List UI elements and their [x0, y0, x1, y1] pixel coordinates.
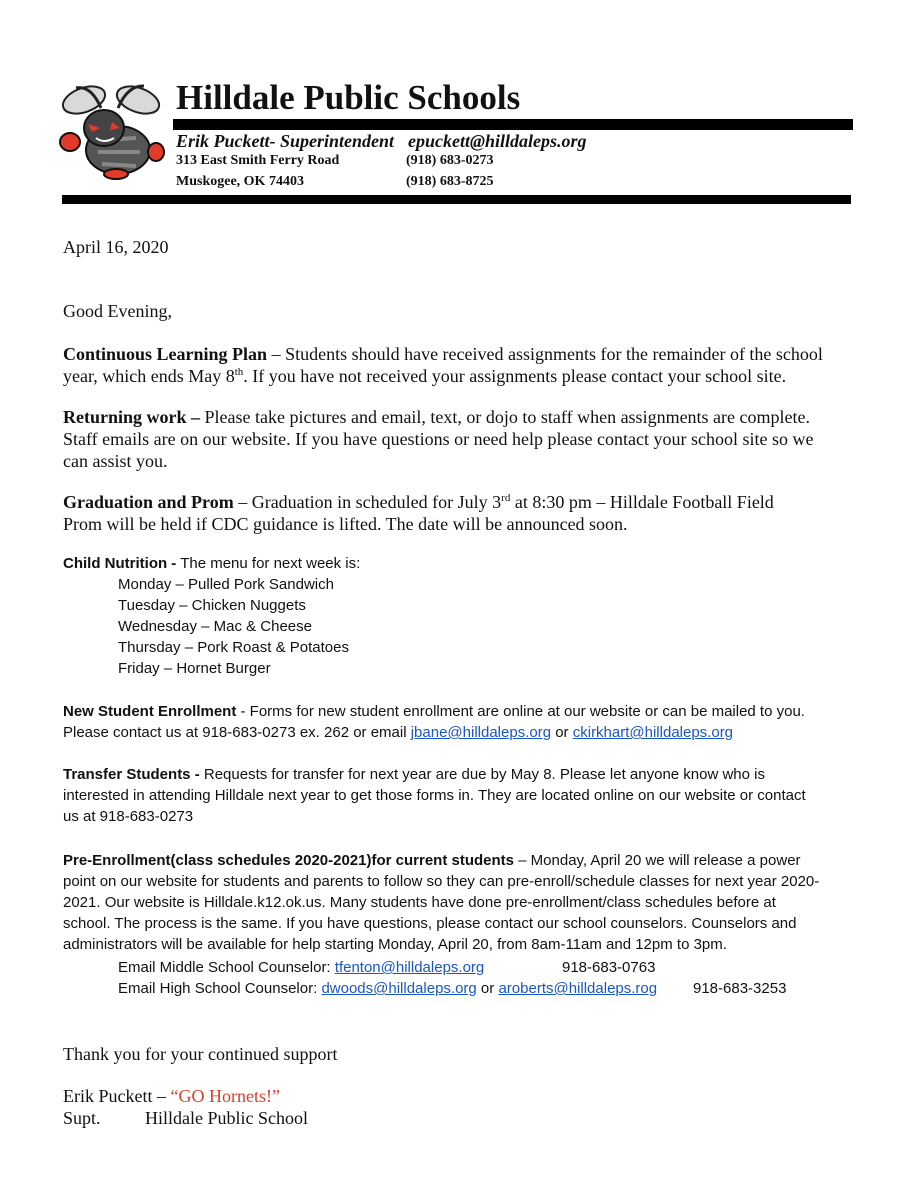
- signature-line: [63, 1085, 280, 1107]
- preenroll-line-5: administrators will be available for help starting Monday, April 20, from 8am-11am and 12pm to 3pm.: [63, 936, 727, 953]
- thanks-line: Thank you for your continued support: [63, 1044, 338, 1064]
- nutrition-intro: The menu for next week is:: [176, 555, 361, 572]
- letter-date: April 16, 2020: [63, 237, 169, 257]
- menu-item: Monday – Pulled Pork Sandwich: [118, 576, 334, 593]
- continuous-sup: th: [234, 366, 244, 378]
- continuous-line-1: [63, 343, 823, 365]
- hs-counselor-label: Email High School Counselor:: [118, 980, 322, 997]
- transfer-text-1: Requests for transfer for next year are due by May 8. Please let anyone know who is: [199, 766, 765, 783]
- returning-line-2: Staff emails are on our website. If you have questions or need help please contact your school site so we: [63, 429, 814, 449]
- phone-2: (918) 683-8725: [406, 174, 494, 189]
- menu-item: Thursday – Pork Roast & Potatoes: [118, 639, 349, 656]
- slogan: “GO Hornets!”: [170, 1086, 280, 1106]
- continuous-heading: Continuous Learning Plan: [63, 344, 268, 364]
- header-rule-top: [173, 119, 853, 130]
- graduation-line-2: Prom will be held if CDC guidance is lifted. The date will be announced soon.: [63, 514, 628, 534]
- ckirkhart-email-link[interactable]: ckirkhart@hilldaleps.org: [572, 724, 734, 741]
- tfenton-email-link[interactable]: tfenton@hilldaleps.org: [334, 959, 485, 976]
- continuous-line-2: [63, 365, 786, 387]
- returning-line-3: can assist you.: [63, 451, 168, 471]
- phone-1: (918) 683-0273: [406, 153, 494, 168]
- ms-counselor-label: Email Middle School Counselor:: [118, 959, 335, 976]
- ms-counselor-phone: 918-683-0763: [562, 959, 656, 976]
- superintendent-name: Erik Puckett- Superintendent: [176, 131, 395, 151]
- preenroll-line-1: [63, 850, 801, 871]
- graduation-text-1b: at 8:30 pm – Hilldale Football Field: [510, 492, 774, 512]
- dwoods-email-link[interactable]: dwoods@hilldaleps.org: [321, 980, 477, 997]
- enrollment-line-2: [63, 722, 733, 743]
- menu-item: Friday – Hornet Burger: [118, 660, 271, 677]
- continuous-text-2a: year, which ends May 8: [63, 366, 235, 386]
- signer-title: Supt.: [63, 1108, 101, 1128]
- header-rule-bottom: [62, 195, 851, 204]
- returning-line-1: [63, 406, 810, 428]
- continuous-text-2b: . If you have not received your assignments please contact your school site.: [243, 366, 787, 386]
- ms-counselor-line: [118, 957, 484, 978]
- greeting: Good Evening,: [63, 301, 172, 321]
- address-line-1: 313 East Smith Ferry Road: [176, 153, 340, 168]
- enrollment-or: or: [551, 724, 573, 741]
- enrollment-text-1: - Forms for new student enrollment are online at our website or can be mailed to you.: [236, 703, 805, 720]
- returning-heading: Returning work –: [63, 407, 201, 427]
- menu-item: Tuesday – Chicken Nuggets: [118, 597, 306, 614]
- jbane-email-link[interactable]: jbane@hilldaleps.org: [410, 724, 552, 741]
- enrollment-line-1: [63, 701, 805, 722]
- nutrition-line: [63, 553, 360, 574]
- returning-text-1: Please take pictures and email, text, or dojo to staff when assignments are complete.: [200, 407, 811, 427]
- enrollment-text-2: Please contact us at 918-683-0273 ex. 262 or email: [63, 724, 411, 741]
- hs-counselor-phone: 918-683-3253: [693, 980, 787, 997]
- preenroll-line-2: point on our website for students and parents to follow so they can pre-enroll/schedule classes for next year 2020-: [63, 873, 820, 890]
- address-line-2: Muskogee, OK 74403: [176, 174, 304, 189]
- signer-name: Erik Puckett –: [63, 1086, 171, 1106]
- enrollment-heading: New Student Enrollment: [63, 703, 237, 720]
- hs-or: or: [476, 980, 499, 997]
- graduation-text-1a: – Graduation in scheduled for July 3: [233, 492, 502, 512]
- nutrition-heading: Child Nutrition -: [63, 555, 177, 572]
- transfer-line-2: interested in attending Hilldale next year to get those forms in. They are located online on our website or contact: [63, 787, 806, 804]
- graduation-sup: rd: [501, 492, 511, 504]
- superintendent-email: epuckett@hilldaleps.org: [408, 131, 587, 151]
- org-name: Hilldale Public Schools: [176, 78, 521, 117]
- transfer-line-1: [63, 764, 765, 785]
- preenroll-line-4: school. The process is the same. If you have questions, please contact our school counselors. Counselors and: [63, 915, 797, 932]
- hornet-mascot-icon: [56, 80, 166, 180]
- hs-counselor-line: [118, 978, 657, 999]
- preenroll-text-1: – Monday, April 20 we will release a power: [514, 852, 801, 869]
- transfer-line-3: us at 918-683-0273: [63, 808, 194, 825]
- preenroll-heading: Pre-Enrollment(class schedules 2020-2021)for current students: [63, 852, 514, 869]
- continuous-text-1: – Students should have received assignments for the remainder of the school: [267, 344, 823, 364]
- transfer-heading: Transfer Students -: [63, 766, 200, 783]
- menu-item: Wednesday – Mac & Cheese: [118, 618, 312, 635]
- signer-school: Hilldale Public School: [145, 1108, 308, 1128]
- superintendent-line: [176, 131, 587, 152]
- graduation-heading: Graduation and Prom: [63, 492, 234, 512]
- aroberts-email-link[interactable]: aroberts@hilldaleps.rog: [498, 980, 658, 997]
- preenroll-line-3: 2021. Our website is Hilldale.k12.ok.us. Many students have done pre-enrollment/class schedules before at: [63, 894, 776, 911]
- graduation-line-1: [63, 491, 774, 513]
